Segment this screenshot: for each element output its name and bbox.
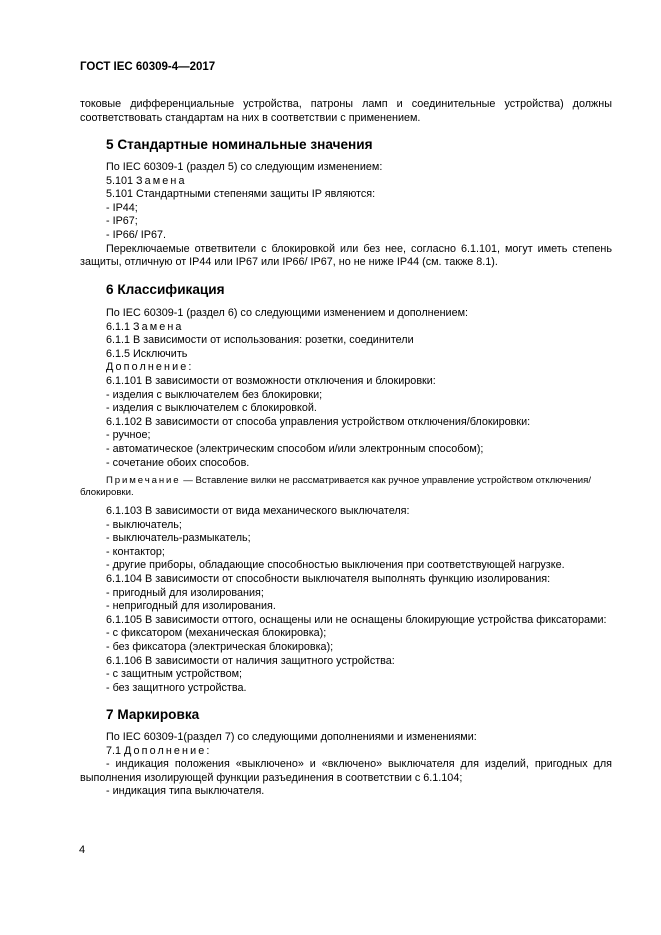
addition-label bbox=[80, 745, 612, 759]
list-item: - с защитным устройством; bbox=[106, 668, 242, 681]
paragraph: Переключаемые ответвители с блокировкой или без нее, согласно 6.1.101, могут иметь степень защиты, отличную от IP44 или IP67 или IP66/ IP67, но не ниже IP44 (см. также 8.1). bbox=[80, 242, 612, 269]
replacement-label bbox=[80, 175, 612, 189]
list-item: - IP44; bbox=[106, 201, 138, 214]
section-5-body bbox=[80, 161, 612, 270]
list-item: - непригодный для изолирования. bbox=[106, 600, 276, 613]
section-7-heading: 7 Маркировка bbox=[106, 707, 200, 722]
list-item: - пригодный для изолирования; bbox=[106, 586, 264, 599]
document-header: ГОСТ IEC 60309-4—2017 bbox=[80, 61, 216, 73]
note-label: Примечание bbox=[106, 475, 181, 486]
replacement-label bbox=[80, 321, 612, 335]
list-item: - индикация положения «выключено» и «включено» выключателя для изделий, пригодных для выполнения изолирующей функции разъединения в соответствии с 6.1.104; bbox=[80, 758, 612, 784]
list-item: - другие приборы, обладающие способностью выключения при соответствующей нагрузке. bbox=[106, 559, 565, 572]
spaced-keyword: Замена bbox=[136, 174, 187, 187]
paragraph: 6.1.101 В зависимости от возможности отключения и блокировки: bbox=[106, 374, 436, 387]
list-item: - IP66/ IP67. bbox=[106, 228, 167, 241]
clause-number: 7.1 bbox=[106, 744, 122, 757]
list-item: - изделия с выключателем с блокировкой. bbox=[106, 402, 317, 415]
list-item: - с фиксатором (механическая блокировка); bbox=[106, 627, 327, 640]
clause-number: 5.101 bbox=[106, 174, 134, 187]
page-number: 4 bbox=[79, 844, 86, 856]
list-item: - изделия с выключателем без блокировки; bbox=[106, 388, 323, 401]
list-item: - сочетание обоих способов. bbox=[106, 456, 250, 469]
paragraph: 6.1.106 В зависимости от наличия защитного устройства: bbox=[106, 654, 395, 667]
paragraph: По IEC 60309-1 (раздел 5) со следующим изменением: bbox=[106, 161, 383, 173]
list-item: - индикация типа выключателя. bbox=[106, 785, 265, 798]
paragraph: 6.1.5 Исключить bbox=[106, 347, 188, 360]
addition-label: Дополнение: bbox=[106, 361, 194, 374]
section-6-body-b bbox=[80, 505, 612, 695]
spaced-keyword: Замена bbox=[133, 320, 184, 333]
paragraph: 6.1.104 В зависимости от способности выключателя выполнять функцию изолирования: bbox=[106, 572, 551, 585]
list-item: - IP67; bbox=[106, 215, 138, 228]
section-6-heading: 6 Классификация bbox=[106, 282, 225, 297]
note bbox=[80, 475, 612, 500]
paragraph: 5.101 Стандартными степенями защиты IP являются: bbox=[106, 188, 376, 201]
clause-number: 6.1.1 bbox=[106, 320, 131, 333]
list-item: - без защитного устройства. bbox=[106, 681, 247, 694]
section-6-body-a bbox=[80, 307, 612, 470]
list-item: - выключатель-размыкатель; bbox=[106, 532, 251, 545]
paragraph: 6.1.105 В зависимости оттого, оснащены или не оснащены блокирующие устройства фиксаторами: bbox=[106, 613, 607, 626]
note-text: — Вставление вилки не рассматривается как ручное управление устройством отключения/блокировки. bbox=[80, 475, 592, 499]
list-item: - ручное; bbox=[106, 429, 151, 442]
intro-paragraph: токовые дифференциальные устройства, патроны ламп и соединительные устройства) должны соответствовать стандартам на них в соответствии с применением. bbox=[80, 98, 612, 124]
paragraph: По IEC 60309-1(раздел 7) со следующими дополнениями и изменениями: bbox=[106, 731, 477, 743]
paragraph: 6.1.103 В зависимости от вида механического выключателя: bbox=[106, 505, 410, 517]
intro-block bbox=[80, 98, 612, 125]
list-item: - автоматическое (электрическим способом и/или электронным способом); bbox=[106, 442, 484, 455]
paragraph: 6.1.1 В зависимости от использования: розетки, соединители bbox=[106, 334, 414, 347]
spaced-keyword: Дополнение: bbox=[124, 744, 212, 757]
list-item: - выключатель; bbox=[106, 518, 182, 531]
list-item: - без фиксатора (электрическая блокировка); bbox=[106, 640, 334, 653]
section-7-body bbox=[80, 731, 612, 799]
list-item: - контактор; bbox=[106, 545, 165, 558]
paragraph: 6.1.102 В зависимости от способа управления устройством отключения/блокировки: bbox=[106, 415, 531, 428]
note-block bbox=[80, 475, 612, 500]
section-5-heading: 5 Стандартные номинальные значения bbox=[106, 137, 373, 152]
paragraph: По IEC 60309-1 (раздел 6) со следующими изменением и дополнением: bbox=[106, 307, 469, 319]
